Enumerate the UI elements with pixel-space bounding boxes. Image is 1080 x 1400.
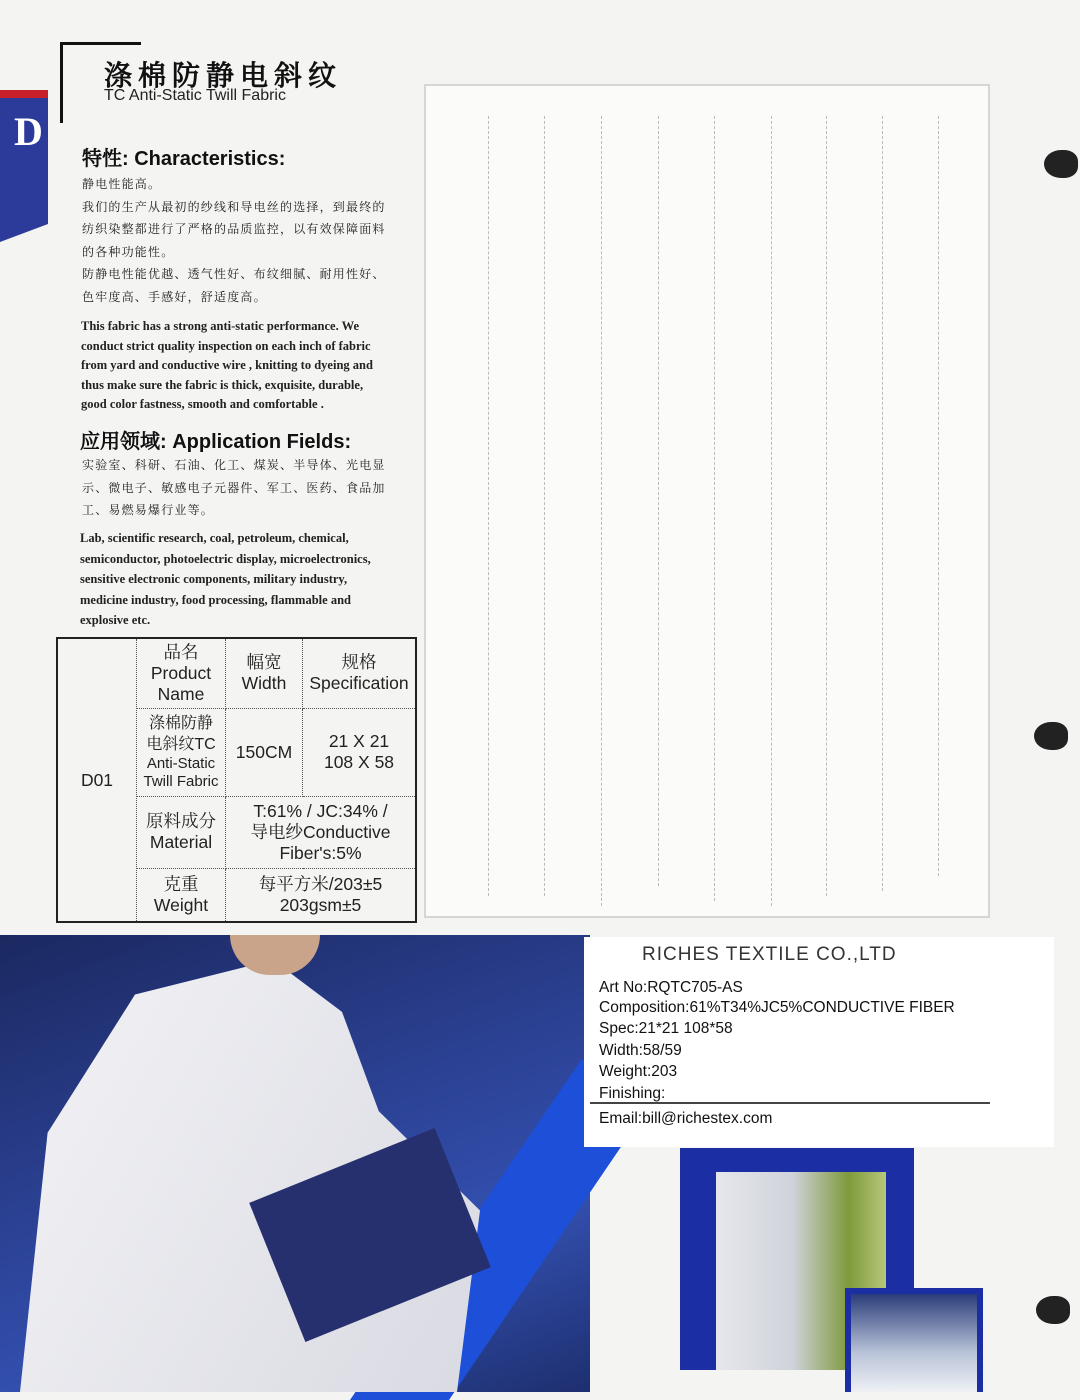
workers-photo [845, 1288, 983, 1392]
en-line: Lab, scientific research, coal, petroleum, chemical, [80, 531, 349, 545]
cell-line: Fiber's:5% [279, 842, 362, 863]
swatch-thread [938, 116, 939, 876]
en-line: semiconductor, photoelectric display, microelectronics, [80, 551, 371, 566]
cell-line: Twill Fabric [143, 773, 219, 790]
cell-line: 每平方米/203±5 [258, 873, 383, 894]
binder-clip-icon [1044, 150, 1078, 178]
material-value-cell [226, 796, 417, 868]
cell-line: 108 X 58 [323, 752, 395, 772]
cell-line: Anti-Static [146, 755, 216, 772]
swatch-thread [826, 116, 827, 896]
weight-value-cell [226, 868, 417, 922]
header-line: Name [157, 683, 205, 704]
cn-line: 防静电性能优越、透气性好、布纹细腻、耐用性好、 [82, 267, 386, 281]
cn-line: 示、微电子、敏感电子元器件、军工、医药、食品加 [82, 480, 386, 495]
cell-line: T:61% / JC:34% / [253, 800, 388, 821]
material-label-cell [137, 796, 226, 868]
cell-line: Weight [153, 894, 209, 915]
cn-line: 色牢度高、手感好，舒适度高。 [82, 289, 267, 304]
page-title-cn: 涤棉防静电斜纹 [104, 59, 343, 92]
en-line: medicine industry, food processing, flammable and [80, 592, 351, 607]
workers-image [851, 1294, 977, 1392]
swatch-thread [544, 116, 545, 896]
spec-cell [303, 708, 417, 796]
cn-line: 我们的生产从最初的纱线和导电丝的选择，到最终的 [82, 199, 386, 214]
en-line: thus make sure the fabric is thick, exquisite, durable, [81, 377, 364, 392]
binder-clip-icon [1036, 1296, 1070, 1324]
cn-line: 静电性能高。 [82, 177, 162, 191]
header-line: Product [150, 662, 212, 683]
label-weight: Weight:203 [599, 1063, 678, 1080]
header-line: Specification [309, 673, 409, 694]
characteristics-cn [82, 173, 422, 308]
header-line: 规格 [341, 652, 377, 673]
product-name-cell [137, 708, 226, 796]
characteristics-heading: 特性: Characteristics: [82, 148, 286, 170]
application-cn [82, 454, 422, 522]
swatch-thread [658, 116, 659, 886]
characteristics-en [81, 317, 421, 415]
cn-line: 的各种功能性。 [82, 244, 175, 259]
section-letter: D [14, 109, 43, 154]
cell-line: 21 X 21 [328, 731, 390, 751]
en-line: conduct strict quality inspection on each inch of fabric [81, 338, 371, 353]
ribbon-red-band [0, 90, 48, 98]
page-title-en: TC Anti-Static Twill Fabric [104, 87, 286, 104]
cell-line: Material [149, 832, 213, 852]
label-finishing: Finishing: [599, 1085, 666, 1102]
cn-line: 工、易燃易爆行业等。 [82, 503, 215, 517]
weight-label-cell [137, 868, 226, 922]
en-line: from yard and conductive wire , knitting to dyeing and [81, 358, 373, 372]
swatch-thread [488, 116, 489, 896]
label-divider [590, 1102, 990, 1104]
cell-line: 克重 [163, 873, 199, 894]
header-width [226, 638, 303, 708]
spec-table [56, 637, 417, 923]
header-line: 品名 [163, 641, 199, 662]
en-line: explosive etc. [80, 613, 151, 627]
en-line: good color fastness, smooth and comfortable . [81, 397, 324, 411]
label-art-no: Art No:RQTC705-AS [599, 979, 743, 996]
swatch-thread [601, 116, 602, 906]
application-en [80, 528, 420, 631]
application-heading: 应用领域: Application Fields: [80, 431, 352, 453]
swatch-thread [771, 116, 772, 906]
cell-line: 原料成分 [146, 811, 216, 831]
header-line: Width [241, 673, 287, 694]
label-company: RICHES TEXTILE CO.,LTD [642, 944, 897, 965]
en-line: This fabric has a strong anti-static performance. We [81, 319, 359, 333]
header-spec [303, 638, 417, 708]
swatch-thread [714, 116, 715, 901]
binder-clip-icon [1034, 722, 1068, 750]
fabric-swatch [424, 84, 990, 918]
cn-line: 纺织染整都进行了严格的品质监控，以有效保障面料 [82, 222, 386, 236]
header-product-name [137, 638, 226, 708]
width-cell: 150CM [226, 708, 303, 796]
en-line: sensitive electronic components, military industry, [80, 572, 348, 586]
label-composition: Composition:61%T34%JC5%CONDUCTIVE FIBER [599, 999, 955, 1016]
cell-line: 电斜纹TC [146, 736, 216, 753]
cn-line: 实验室、科研、石油、化工、煤炭、半导体、光电显 [82, 458, 386, 472]
cell-line: 涤棉防静 [148, 715, 213, 732]
table-row [57, 638, 416, 708]
cell-line: 导电纱Conductive [250, 821, 391, 842]
cell-line: 203gsm±5 [279, 894, 362, 915]
header-line: 幅宽 [246, 652, 282, 673]
label-email: Email:bill@richestex.com [599, 1110, 773, 1127]
swatch-thread [882, 116, 883, 891]
label-width: Width:58/59 [599, 1042, 682, 1059]
product-code: D01 [57, 638, 137, 922]
label-spec: Spec:21*21 108*58 [599, 1020, 733, 1037]
